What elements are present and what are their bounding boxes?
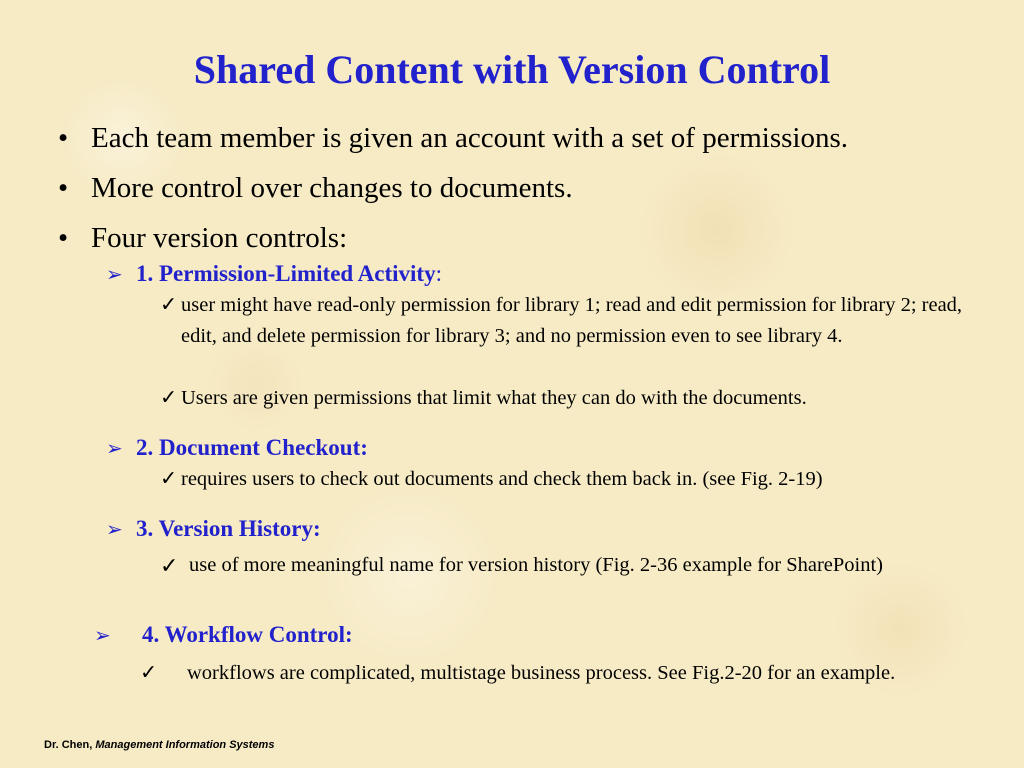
control-heading-text: 1. Permission-Limited Activity xyxy=(136,261,436,286)
bullet-text: Four version controls: xyxy=(91,222,348,254)
control-heading-version-history xyxy=(106,515,321,544)
bullet-item xyxy=(58,171,573,205)
footer-author: Dr. Chen, xyxy=(44,739,93,751)
checkmark-icon: ✓ xyxy=(160,387,178,409)
bullet-icon: • xyxy=(58,222,69,254)
control-heading-workflow xyxy=(94,621,353,650)
control-item xyxy=(140,658,990,689)
bullet-icon: • xyxy=(58,122,69,154)
arrow-bullet-icon: ➢ xyxy=(94,625,111,647)
bullet-item xyxy=(58,121,848,155)
checkmark-icon: ✓ xyxy=(160,553,179,578)
slide-title: Shared Content with Version Control xyxy=(193,47,831,92)
control-item xyxy=(160,383,990,414)
footer xyxy=(44,739,274,751)
bullet-text: Each team member is given an account with a set of permissions. xyxy=(91,122,849,154)
arrow-bullet-icon: ➢ xyxy=(106,438,123,460)
control-item-text: workflows are complicated, multistage business process. See Fig.2-20 for an example. xyxy=(187,662,896,684)
footer-course: Management Information Systems xyxy=(95,739,275,751)
control-heading-colon: : xyxy=(435,261,442,286)
control-item-text: use of more meaningful name for version history (Fig. 2-36 example for SharePoint) xyxy=(189,554,883,576)
arrow-bullet-icon: ➢ xyxy=(106,519,123,541)
control-heading-checkout xyxy=(106,434,368,463)
checkmark-icon: ✓ xyxy=(140,662,158,684)
control-heading-text: 4. Workflow Control: xyxy=(142,622,353,647)
control-item-text: requires users to check out documents and check them back in. (see Fig. 2-19) xyxy=(181,468,823,490)
bullet-text: More control over changes to documents. xyxy=(91,172,573,204)
control-item xyxy=(160,464,1000,495)
control-heading-text: 3. Version History: xyxy=(136,516,321,541)
arrow-bullet-icon: ➢ xyxy=(106,264,123,286)
checkmark-icon: ✓ xyxy=(160,294,178,316)
control-heading-text: 2. Document Checkout: xyxy=(136,435,368,460)
control-item-text: user might have read-only permission for library 1; read and edit permission for library 2; read, edit, and delete permission for library 3; and no permission even to see library 4. xyxy=(181,294,963,347)
control-heading-permission xyxy=(106,260,442,289)
bullet-item xyxy=(58,221,347,255)
control-item xyxy=(160,290,990,352)
bullet-icon: • xyxy=(58,172,69,204)
control-item-text: Users are given permissions that limit what they can do with the documents. xyxy=(181,387,807,409)
checkmark-icon: ✓ xyxy=(160,468,178,490)
control-item xyxy=(160,550,940,581)
